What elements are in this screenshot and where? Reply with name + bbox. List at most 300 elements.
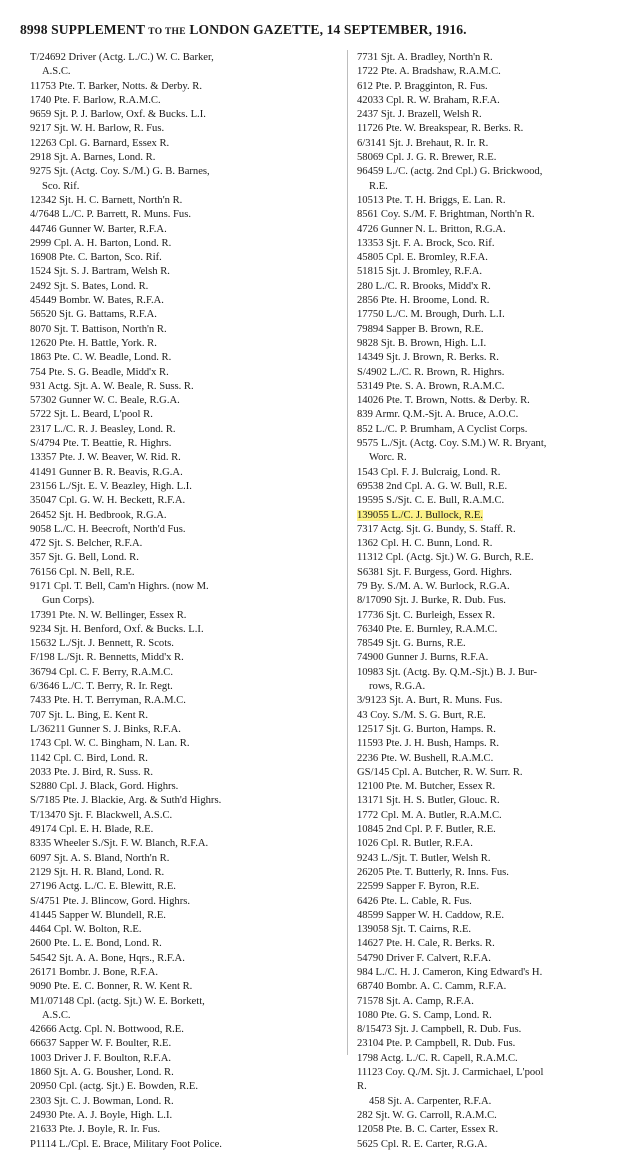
list-item-text: 12100 Pte. M. Butcher, Essex R. [357, 781, 496, 793]
list-item-text: 9275 Sjt. (Actg. Coy. S./M.) G. B. Barnes, [30, 166, 210, 178]
list-item-text: 7317 Actg. Sjt. G. Bundy, S. Staff. R. [357, 523, 516, 535]
list-item-text: 2492 Sjt. S. Bates, Lond. R. [30, 280, 149, 292]
list-item-text: 2303 Sjt. C. J. Bowman, Lond. R. [30, 1095, 174, 1107]
list-item-continuation [357, 1095, 627, 1109]
list-item [357, 752, 627, 766]
header-supplement: SUPPLEMENT [51, 22, 145, 37]
list-item [357, 837, 627, 851]
list-item-text: 58069 Cpl. J. G. R. Brewer, R.E. [357, 152, 497, 164]
list-item [357, 580, 627, 594]
list-item [30, 1023, 340, 1037]
list-item-text: 22599 Sapper F. Byron, R.E. [357, 881, 480, 893]
list-item [357, 251, 627, 265]
list-item [357, 437, 627, 451]
list-item [357, 694, 627, 708]
list-item [357, 151, 627, 165]
list-item-text: 9234 Sjt. H. Benford, Oxf. & Bucks. L.I. [30, 623, 204, 635]
list-item [357, 51, 627, 65]
list-item-text: 2033 Pte. J. Bird, R. Suss. R. [30, 766, 154, 778]
list-item-text: T/13470 Sjt. F. Blackwell, A.S.C. [30, 809, 173, 821]
list-item-text: 2600 Pte. L. E. Bond, Lond. R. [30, 938, 162, 950]
list-item [30, 1095, 340, 1109]
list-item-text: 1743 Cpl. W. C. Bingham, N. Lan. R. [30, 738, 190, 750]
list-item-text: 96459 L./C. (actg. 2nd Cpl.) G. Brickwood, [357, 166, 543, 178]
list-item [357, 509, 627, 523]
list-item-text: 8/17090 Sjt. J. Burke, R. Dub. Fus. [357, 595, 506, 607]
list-item [30, 194, 340, 208]
list-item-text: 9828 Sjt. B. Brown, High. L.I. [357, 337, 487, 349]
list-item [357, 137, 627, 151]
list-item-text: 6426 Pte. L. Cable, R. Fus. [357, 895, 472, 907]
list-item-continuation [30, 65, 340, 79]
list-item-text: 1362 Cpl. H. C. Bunn, Lond. R. [357, 538, 493, 550]
list-item [357, 223, 627, 237]
list-item [30, 737, 340, 751]
list-item-text: 49174 Cpl. E. H. Blade, R.E. [30, 824, 154, 836]
list-item-continuation [30, 594, 340, 608]
list-item [357, 852, 627, 866]
list-item [357, 766, 627, 780]
list-item [357, 165, 627, 179]
list-item [357, 351, 627, 365]
list-item-text: 3/9123 Sjt. A. Burt, R. Muns. Fus. [357, 695, 503, 707]
list-item-continuation [357, 451, 627, 465]
list-item-text: 78549 Sjt. G. Burns, R.E. [357, 638, 466, 650]
list-item-text: 139055 L./C. J. Bullock, R.E. [357, 509, 483, 521]
list-item-text: 1026 Cpl. R. Butler, R.F.A. [357, 838, 473, 850]
list-item [30, 294, 340, 308]
list-item-text: 1863 Pte. C. W. Beadle, Lond. R. [30, 352, 172, 364]
list-item-text: 8335 Wheeler S./Sjt. F. W. Blanch, R.F.A. [30, 838, 209, 850]
list-item [357, 1037, 627, 1051]
list-item-text: 6/3141 Sjt. J. Brehaut, R. Ir. R. [357, 137, 489, 149]
list-item [30, 408, 340, 422]
list-item-text: 26452 Sjt. H. Bedbrook, R.G.A. [30, 509, 167, 521]
list-item-text: 42033 Cpl. R. W. Braham, R.F.A. [357, 94, 500, 106]
list-item [30, 451, 340, 465]
list-item-text: 13357 Pte. J. W. Beaver, W. Rid. R. [30, 452, 181, 464]
list-item [30, 809, 340, 823]
list-item [30, 437, 340, 451]
list-item-text: S/7185 Pte. J. Blackie, Arg. & Suth'd Highrs. [30, 795, 222, 807]
list-item [357, 494, 627, 508]
list-item-text: 2999 Cpl. A. H. Barton, Lond. R. [30, 237, 172, 249]
list-item [30, 466, 340, 480]
list-item [30, 623, 340, 637]
list-item-text: GS/145 Cpl. A. Butcher, R. W. Surr. R. [357, 766, 523, 778]
list-item-text: A.S.C. [42, 1009, 71, 1021]
list-item-text: 1772 Cpl. M. A. Butler, R.A.M.C. [357, 809, 502, 821]
list-item [357, 208, 627, 222]
list-item [30, 423, 340, 437]
list-item-text: S/4902 L./C. R. Brown, R. Highrs. [357, 366, 505, 378]
list-item-text: 14349 Sjt. J. Brown, R. Berks. R. [357, 352, 499, 364]
list-item [357, 666, 627, 680]
list-item [30, 509, 340, 523]
list-item [357, 866, 627, 880]
list-item-text: 7731 Sjt. A. Bradley, North'n R. [357, 52, 493, 63]
header-to-the: TO THE [148, 27, 186, 37]
list-item-text: 11593 Pte. J. H. Bush, Hamps. R. [357, 738, 500, 750]
list-item [30, 51, 340, 65]
list-item-text: 53149 Pte. S. A. Brown, R.A.M.C. [357, 380, 505, 392]
list-item-text: 54790 Driver F. Calvert, R.F.A. [357, 952, 491, 964]
column-divider [347, 50, 348, 1055]
list-item-text: 79 By. S./M. A. W. Burlock, R.G.A. [357, 580, 510, 592]
list-item-text: 68740 Bombr. A. C. Camm, R.F.A. [357, 981, 507, 993]
list-item-text: 139058 Sjt. T. Cairns, R.E. [357, 924, 472, 936]
list-item-text: 79894 Sapper B. Brown, R.E. [357, 323, 484, 335]
list-item-text: 24930 Pte. A. J. Boyle, High. L.I. [30, 1109, 173, 1121]
list-item [30, 1123, 340, 1137]
list-item-text: 4464 Cpl. W. Bolton, R.E. [30, 924, 142, 936]
list-item-text: 23104 Pte. P. Campbell, R. Dub. Fus. [357, 1038, 516, 1050]
list-item-text: 66637 Sapper W. F. Boulter, R.E. [30, 1038, 172, 1050]
list-item [357, 623, 627, 637]
list-item-text: 12058 Pte. B. C. Carter, Essex R. [357, 1124, 499, 1136]
list-item-text: 984 L./C. H. J. Cameron, King Edward's H. [357, 967, 543, 978]
list-item [357, 923, 627, 937]
list-item [357, 966, 627, 980]
list-item [357, 1023, 627, 1037]
list-item-text: 458 Sjt. A. Carpenter, R.F.A. [369, 1095, 492, 1107]
list-item [30, 323, 340, 337]
list-item [357, 523, 627, 537]
list-item-text: 76340 Pte. E. Burnley, R.A.M.C. [357, 623, 498, 635]
list-item [357, 194, 627, 208]
list-item [30, 94, 340, 108]
list-item-text: 12263 Cpl. G. Barnard, Essex R. [30, 137, 170, 149]
list-item-text: R. [357, 1081, 367, 1093]
list-item-text: 2236 Pte. W. Bushell, R.A.M.C. [357, 752, 494, 764]
list-item-text: 45449 Bombr. W. Bates, R.F.A. [30, 295, 164, 307]
list-item-text: 43 Coy. S./M. S. G. Burt, R.E. [357, 709, 486, 721]
list-item [357, 1052, 627, 1066]
list-item [357, 737, 627, 751]
list-item-text: S/4751 Pte. J. Blincow, Gord. Highrs. [30, 895, 190, 907]
list-item [30, 308, 340, 322]
list-item-text: 10845 2nd Cpl. P. F. Butler, R.E. [357, 824, 496, 836]
list-item-text: 17750 L./C. M. Brough, Durh. L.I. [357, 309, 505, 321]
list-item [30, 122, 340, 136]
list-item [357, 723, 627, 737]
list-item-text: 54542 Sjt. A. A. Bone, Hqrs., R.F.A. [30, 952, 185, 964]
list-item-text: 56520 Sjt. G. Battams, R.F.A. [30, 309, 157, 321]
list-item [357, 980, 627, 994]
list-item [357, 1138, 627, 1152]
list-item-text: 282 Sjt. W. G. Carroll, R.A.M.C. [357, 1109, 497, 1121]
list-item [357, 408, 627, 422]
list-item [30, 966, 340, 980]
list-item [30, 866, 340, 880]
list-item-text: 48599 Sapper W. H. Caddow, R.E. [357, 909, 505, 921]
list-item-text: S2880 Cpl. J. Black, Gord. Highrs. [30, 781, 179, 793]
list-item [30, 380, 340, 394]
right-column [357, 51, 627, 1152]
list-item-text: 1080 Pte. G. S. Camp, Lond. R. [357, 1009, 492, 1021]
list-item-text: 9090 Pte. E. C. Bonner, R. W. Kent R. [30, 981, 193, 993]
list-item [357, 780, 627, 794]
list-item [357, 94, 627, 108]
list-item [357, 1109, 627, 1123]
list-item [30, 794, 340, 808]
list-item [357, 566, 627, 580]
list-item-text: 9659 Sjt. P. J. Barlow, Oxf. & Bucks. L.I. [30, 109, 206, 121]
list-item-text: 36794 Cpl. C. F. Berry, R.A.M.C. [30, 666, 173, 678]
list-item [357, 280, 627, 294]
list-item-text: 5625 Cpl. R. E. Carter, R.G.A. [357, 1138, 488, 1150]
list-item [357, 594, 627, 608]
list-item-text: 1003 Driver J. F. Boulton, R.F.A. [30, 1052, 172, 1064]
list-item [30, 108, 340, 122]
list-item-text: 11312 Cpl. (Actg. Sjt.) W. G. Burch, R.E. [357, 552, 534, 564]
list-item-text: 17391 Pte. N. W. Bellinger, Essex R. [30, 609, 187, 621]
list-item [30, 937, 340, 951]
list-item [30, 852, 340, 866]
list-item-text: L/36211 Gunner S. J. Binks, R.F.A. [30, 723, 181, 735]
list-item [357, 909, 627, 923]
list-item-text: 41491 Gunner B. R. Beavis, R.G.A. [30, 466, 183, 478]
list-item [30, 237, 340, 251]
list-item [357, 466, 627, 480]
list-item [30, 823, 340, 837]
list-item [30, 766, 340, 780]
list-item-text: 42666 Actg. Cpl. N. Bottwood, R.E. [30, 1024, 184, 1036]
list-item [30, 680, 340, 694]
list-item-text: 35047 Cpl. G. W. H. Beckett, R.F.A. [30, 495, 186, 507]
list-item [357, 937, 627, 951]
list-item-text: 2856 Pte. H. Broome, Lond. R. [357, 295, 490, 307]
list-item-text: 6097 Sjt. A. S. Bland, North'n R. [30, 852, 170, 864]
list-item [30, 952, 340, 966]
list-item-text: S/4794 Pte. T. Beattie, R. Highrs. [30, 438, 172, 450]
list-item-text: 9575 L./Sjt. (Actg. Coy. S.M.) W. R. Bryant, [357, 438, 547, 450]
list-item [357, 1080, 627, 1094]
list-item-text: A.S.C. [42, 66, 71, 78]
list-item [357, 265, 627, 279]
list-item [357, 380, 627, 394]
list-item [357, 1009, 627, 1023]
list-item-text: 8/15473 Sjt. J. Campbell, R. Dub. Fus. [357, 1024, 522, 1036]
list-item [357, 709, 627, 723]
list-item-text: 19595 S./Sjt. C. E. Bull, R.A.M.C. [357, 495, 505, 507]
list-item-text: 6/3646 L./C. T. Berry, R. Ir. Regt. [30, 681, 173, 693]
list-item-text: 11726 Pte. W. Breakspear, R. Berks. R. [357, 123, 524, 135]
list-item [30, 909, 340, 923]
list-item-text: Sco. Rif. [42, 180, 80, 192]
list-item-text: 13353 Sjt. F. A. Brock, Sco. Rif. [357, 237, 495, 249]
list-item-text: 7433 Pte. H. T. Berryman, R.A.M.C. [30, 695, 186, 707]
list-item [357, 637, 627, 651]
list-item-text: P1114 L./Cpl. E. Brace, Military Foot Police. [30, 1138, 222, 1150]
list-item [30, 995, 340, 1009]
list-item [357, 609, 627, 623]
list-item-text: 20950 Cpl. (actg. Sjt.) E. Bowden, R.E. [30, 1081, 199, 1093]
list-item [357, 294, 627, 308]
list-item [357, 809, 627, 823]
list-item-text: 1860 Sjt. A. G. Bousher, Lond. R. [30, 1067, 174, 1079]
list-item [357, 952, 627, 966]
list-item [357, 537, 627, 551]
list-item-text: 44746 Gunner W. Barter, R.F.A. [30, 223, 167, 235]
list-item [30, 651, 340, 665]
list-item-text: 26171 Bombr. J. Bone, R.F.A. [30, 967, 159, 978]
list-item-text: 4726 Gunner N. L. Britton, R.G.A. [357, 223, 506, 235]
list-item [30, 580, 340, 594]
list-item-text: 45805 Cpl. E. Bromley, R.F.A. [357, 252, 488, 264]
list-item [30, 537, 340, 551]
list-item-text: 27196 Actg. L./C. E. Blewitt, R.E. [30, 881, 176, 893]
list-item-text: 2129 Sjt. H. R. Bland, Lond. R. [30, 866, 165, 878]
page-number: 8998 [20, 22, 48, 37]
list-item-text: F/198 L./Sjt. R. Bennetts, Midd'x R. [30, 652, 184, 664]
list-item-text: 1142 Cpl. C. Bird, Lond. R. [30, 752, 148, 764]
list-item-text: Gun Corps). [42, 595, 95, 607]
list-item-text: 41445 Sapper W. Blundell, R.E. [30, 909, 166, 921]
list-item [357, 423, 627, 437]
list-item [30, 923, 340, 937]
list-item [357, 823, 627, 837]
list-item [357, 65, 627, 79]
list-item-text: 15632 L./Sjt. J. Bennett, R. Scots. [30, 638, 174, 650]
list-item-text: 57302 Gunner W. C. Beale, R.G.A. [30, 395, 180, 407]
list-item [357, 237, 627, 251]
list-item [30, 1066, 340, 1080]
list-item-text: 12342 Sjt. H. C. Barnett, North'n R. [30, 194, 183, 206]
list-item-text: 1524 Sjt. S. J. Bartram, Welsh R. [30, 266, 170, 278]
list-item [357, 895, 627, 909]
list-item-text: 69538 2nd Cpl. A. G. W. Bull, R.E. [357, 480, 508, 492]
left-column [30, 51, 340, 1152]
list-item-text: 10983 Sjt. (Actg. By. Q.M.-Sjt.) B. J. Bur- [357, 666, 538, 678]
list-item-text: 2918 Sjt. A. Barnes, Lond. R. [30, 152, 156, 164]
list-item-text: 71578 Sjt. A. Camp, R.F.A. [357, 995, 474, 1007]
list-item-text: 1722 Pte. A. Bradshaw, R.A.M.C. [357, 66, 501, 78]
list-item [30, 723, 340, 737]
list-item-continuation [357, 680, 627, 694]
list-item [357, 308, 627, 322]
list-item [357, 480, 627, 494]
list-item [30, 1037, 340, 1051]
list-item [357, 551, 627, 565]
list-item [357, 1123, 627, 1137]
list-item-text: 17736 Sjt. C. Burleigh, Essex R. [357, 609, 496, 621]
list-item-continuation [30, 1009, 340, 1023]
list-item [30, 137, 340, 151]
list-item-text: 14026 Pte. T. Brown, Notts. & Derby. R. [357, 395, 530, 407]
list-item [30, 880, 340, 894]
list-item [30, 566, 340, 580]
list-item-text: 26205 Pte. T. Butterly, R. Inns. Fus. [357, 866, 509, 878]
list-item-text: 9171 Cpl. T. Bell, Cam'n Highrs. (now M. [30, 580, 209, 592]
list-item [30, 752, 340, 766]
list-item [357, 108, 627, 122]
list-item [30, 351, 340, 365]
list-item-text: 9058 L./C. H. Beecroft, North'd Fus. [30, 523, 186, 535]
list-item [357, 1066, 627, 1080]
list-item [357, 122, 627, 136]
list-item [357, 651, 627, 665]
list-item [30, 837, 340, 851]
list-item [30, 1109, 340, 1123]
list-item-text: 852 L./C. P. Brumham, A Cyclist Corps. [357, 423, 528, 435]
list-item-text: 21633 Pte. J. Boyle, R. Ir. Fus. [30, 1124, 161, 1136]
list-item-text: 9243 L./Sjt. T. Butler, Welsh R. [357, 852, 491, 864]
list-item [30, 780, 340, 794]
list-item [30, 637, 340, 651]
list-item-text: 707 Sjt. L. Bing, E. Kent R. [30, 709, 149, 721]
list-item [30, 895, 340, 909]
list-item [30, 337, 340, 351]
list-item-text: 9217 Sjt. W. H. Barlow, R. Fus. [30, 123, 165, 135]
list-item [30, 366, 340, 380]
list-item [357, 80, 627, 94]
list-item-text: 2317 L./C. R. J. Beasley, Lond. R. [30, 423, 176, 435]
list-item-text: 13171 Sjt. H. S. Butler, Glouc. R. [357, 795, 500, 807]
list-item [30, 551, 340, 565]
list-item-text: 14627 Pte. H. Cale, R. Berks. R. [357, 938, 495, 950]
list-item-text: 1798 Actg. L./C. R. Capell, R.A.M.C. [357, 1052, 518, 1064]
list-item-text: 12620 Pte. H. Battle, York. R. [30, 337, 157, 349]
list-item [30, 165, 340, 179]
list-item-text: 4/7648 L./C. P. Barrett, R. Muns. Fus. [30, 209, 191, 221]
list-item [30, 494, 340, 508]
list-item-text: 16908 Pte. C. Barton, Sco. Rif. [30, 252, 162, 264]
list-item-text: 8070 Sjt. T. Battison, North'n R. [30, 323, 167, 335]
list-item-text: 612 Pte. P. Bragginton, R. Fus. [357, 80, 488, 92]
list-item [357, 323, 627, 337]
list-item-text: 931 Actg. Sjt. A. W. Beale, R. Suss. R. [30, 380, 194, 392]
list-item [30, 394, 340, 408]
list-item-text: rows, R.G.A. [369, 681, 426, 693]
list-item-text: 754 Pte. S. G. Beadle, Midd'x R. [30, 366, 169, 378]
list-item [30, 480, 340, 494]
list-item-text: 8561 Coy. S./M. F. Brightman, North'n R. [357, 209, 535, 221]
list-item-text: 839 Armr. Q.M.-Sjt. A. Bruce, A.O.C. [357, 409, 519, 421]
list-item [30, 709, 340, 723]
list-item-continuation [357, 180, 627, 194]
list-item [30, 280, 340, 294]
list-item-text: 5722 Sjt. L. Beard, L'pool R. [30, 409, 153, 421]
list-item-text: 2437 Sjt. J. Brazell, Welsh R. [357, 109, 482, 121]
list-item [30, 80, 340, 94]
list-item-text: 11753 Pte. T. Barker, Notts. & Derby. R. [30, 80, 202, 92]
list-item [30, 980, 340, 994]
list-item [30, 265, 340, 279]
list-item-text: R.E. [369, 180, 388, 192]
list-item-text: 11123 Coy. Q./M. Sjt. J. Carmichael, L'pool [357, 1067, 544, 1079]
list-item-text: 51815 Sjt. J. Bromley, R.F.A. [357, 266, 483, 278]
list-item-text: 357 Sjt. G. Bell, Lond. R. [30, 552, 139, 564]
list-item [357, 394, 627, 408]
list-item [30, 151, 340, 165]
list-item [30, 1138, 340, 1152]
list-item [357, 995, 627, 1009]
list-item [30, 251, 340, 265]
list-item-text: 280 L./C. R. Brooks, Midd'x R. [357, 280, 491, 292]
list-item [357, 337, 627, 351]
page-header [20, 22, 620, 38]
list-item-text: 1543 Cpl. F. J. Bulcraig, Lond. R. [357, 466, 501, 478]
list-item-text: T/24692 Driver (Actg. L./C.) W. C. Barker, [30, 52, 214, 63]
list-item [30, 523, 340, 537]
list-item-text: 76156 Cpl. N. Bell, R.E. [30, 566, 135, 578]
list-item [357, 880, 627, 894]
list-item-continuation [30, 180, 340, 194]
list-item [30, 1052, 340, 1066]
header-date: 14 SEPTEMBER, 1916. [326, 22, 467, 37]
list-item [30, 694, 340, 708]
